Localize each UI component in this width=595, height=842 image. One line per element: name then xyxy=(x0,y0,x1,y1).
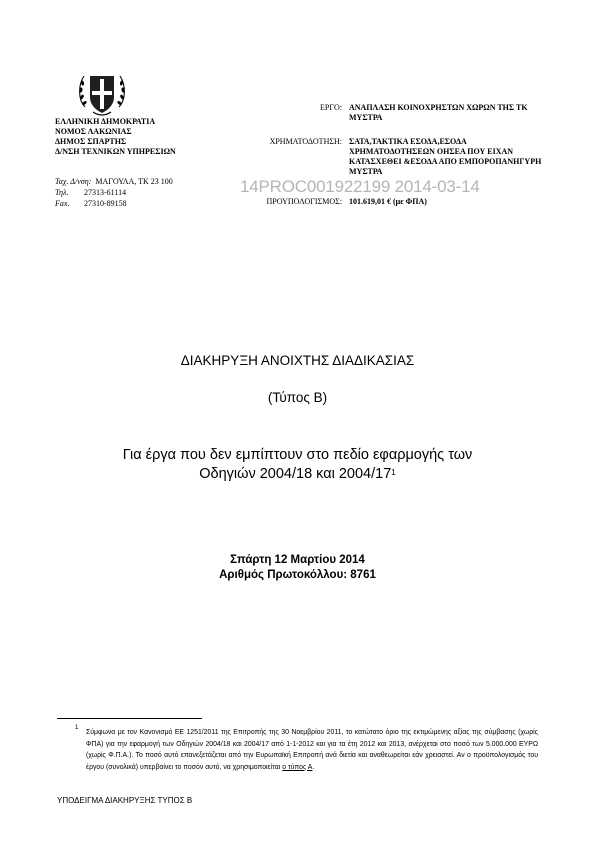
funding-value: ΣΑΤΑ,ΤΑΚΤΙΚΑ ΕΣΟΔΑ,ΕΣΟΔΑ ΧΡΗΜΑΤΟΔΟΤΗΣΕΩΝ ΟΗΣΕΑ ΠΟΥ ΕΙΧΑΝ ΚΑΤΑΣΧΕΘΕΙ &ΕΣΟΔΑ ΑΠΟ ΕΜΠΟΡΟΠΑΝΗΓΥΡΗ ΜΥΣΤΡΑ xyxy=(349,137,542,176)
funding-label: ΧΡΗΜΑΤΟΔΟΤΗΣΗ: xyxy=(269,137,342,146)
document-subtitle xyxy=(0,446,595,484)
footnote-link[interactable]: ο τύπος Α xyxy=(282,763,313,771)
work-value: ΑΝΑΠΛΑΣΗ ΚΟΙΝΟΧΡΗΣΤΩΝ ΧΩΡΩΝ ΤΗΣ ΤΚ ΜΥΣΤΡΑ xyxy=(349,103,528,122)
authority-line: ΔΗΜΟΣ ΣΠΑΡΤΗΣ xyxy=(55,137,127,146)
authority-line: Δ/ΝΣΗ ΤΕΧΝΙΚΩΝ ΥΠΗΡΕΣΙΩΝ xyxy=(55,147,176,156)
date-block xyxy=(0,553,595,583)
authority-line: ΝΟΜΟΣ ΛΑΚΩΝΙΑΣ xyxy=(55,127,132,136)
budget-value: 101.619,01 € (με ΦΠΑ) xyxy=(349,197,427,206)
protocol-number: Αριθμός Πρωτοκόλλου: 8761 xyxy=(219,569,376,581)
document-id-watermark: 14PROC001922199 2014-03-14 xyxy=(240,177,480,196)
address-value: ΜΑΓΟΥΛΑ, ΤΚ 23 100 xyxy=(95,177,173,186)
subtitle-line-2 xyxy=(0,465,595,484)
document-date: Σπάρτη 12 Μαρτίου 2014 xyxy=(230,554,365,566)
footnote-text xyxy=(86,727,538,773)
footnote-separator xyxy=(57,718,202,719)
authority-line: ΕΛΛΗΝΙΚΗ ΔΗΜΟΚΡΑΤΙΑ xyxy=(55,117,156,126)
fax-value: 27310-89158 xyxy=(84,199,127,208)
phone-value: 27313-61114 xyxy=(84,188,127,197)
work-label: ΕΡΓΟ: xyxy=(320,103,342,112)
subtitle-line-2-text: Οδηγιών 2004/18 και 2004/17 xyxy=(199,466,392,482)
phone-label: Τηλ. xyxy=(55,188,69,197)
footnote-reference[interactable]: 1 xyxy=(391,468,396,477)
address-label: Ταχ. Δ/νση: xyxy=(55,177,92,186)
footnote-number: 1 xyxy=(75,725,79,731)
subtitle-line-1: Για έργα που δεν εμπίπτουν στο πεδίο εφαρμογής των xyxy=(122,447,473,463)
document-title: ΔΙΑΚΗΡΥΞΗ ΑΝΟΙΧΤΗΣ ΔΙΑΔΙΚΑΣΙΑΣ xyxy=(180,353,415,368)
document-type: (Τύπος Β) xyxy=(267,390,328,405)
page-footer: ΥΠΟΔΕΙΓΜΑ ΔΙΑΚΗΡΥΞΗΣ ΤΥΠΟΣ Β xyxy=(57,796,193,805)
footnote-end: . xyxy=(312,763,315,771)
fax-label: Fax. xyxy=(55,199,70,208)
footnote-body: Σύμφωνα με τον Κανονισμό ΕΕ 1251/2011 της Επιτροπής της 30 Νοεμβρίου 2011, το κατώτατο όριο της εκτιμώμενης αξίας της σύμβασης (χωρίς ΦΠΑ) για την εφαρμογή των Οδηγιών 2004/18 και 2004/17 από 1-1-2012 και για τα έτη 2012 και 2013, ανέρχεται στο ποσό των 5.000.000 ΕΥΡΩ (χωρίς Φ.Π.Α.). Το ποσό αυτό επανεξετάζεται από την Ευρωπαϊκή Επιτροπή ανά διετία και αναθεωρείται εάν χρειαστεί. Αν ο προϋπολογισμός του έργου (συνολικά) υπερβαίνει το ποσόν αυτό, να χρησιμοποιείται xyxy=(86,729,538,771)
budget-label: ΠΡΟΥΠΟΛΟΓΙΣΜΟΣ: xyxy=(266,197,342,206)
